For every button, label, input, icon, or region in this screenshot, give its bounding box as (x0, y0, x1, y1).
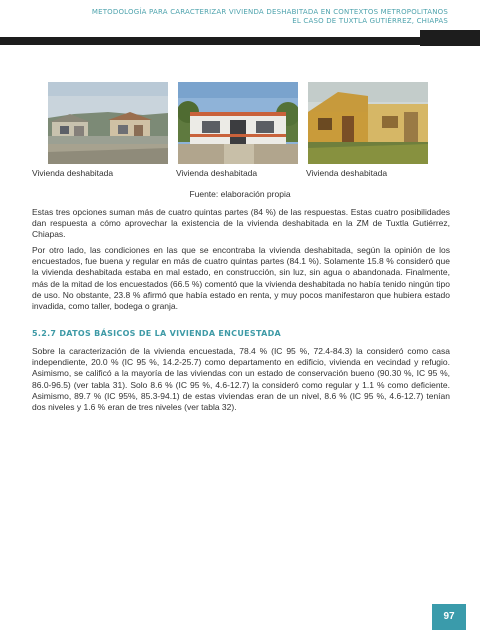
header-bar-tab (420, 30, 480, 46)
header-bar (0, 30, 480, 46)
house-photo-1 (48, 82, 168, 164)
running-header-title: METODOLOGÍA PARA CARACTERIZAR VIVIENDA DESHABITADA EN CONTEXTOS METROPOLITANOS (91, 8, 448, 16)
section-heading: 5.2.7 DATOS BÁSICOS DE LA VIVIENDA ENCUESTADA (32, 329, 282, 338)
photo-strip (48, 82, 432, 164)
paragraph-2: Por otro lado, las condiciones en las que se encontraba la vivienda deshabitada, según la opinión de los encuestados, fue buena y regular en más de cuatro quintas partes (84.1 %). Solamente 15.8 % consideró que la vivienda deshabitada estaba en mal estado, en construcción, sin luz, sin agua o abandonada. Finalmente, más de la mitad de los encuestados (66.5 %) comentó que la vivienda deshabitada no había tenido ningún tipo de uso. No obstante, 23.8 % afirmó que había estado en renta, y muy pocos manifestaron que hubiera estado invadida, como taller, bodega o granja. (32, 245, 450, 312)
figure-captions (32, 168, 452, 180)
caption-photo-3: Vivienda deshabitada (306, 168, 388, 178)
running-header (92, 8, 448, 26)
header-bar-line (0, 37, 474, 45)
house-photo-2 (178, 82, 298, 164)
page-number: 97 (432, 604, 466, 630)
figure-source: Fuente: elaboración propia (189, 189, 291, 199)
house-photo-3 (308, 82, 428, 164)
paragraph-3: Sobre la caracterización de la vivienda encuestada, 78.4 % (IC 95 %, 72.4-84.3) la consideró como casa independiente, 20.0 % (IC 95 %, 14.2-25.7) como departamento en edificio, vivienda en vecindad y refugio. Asimismo, se calificó a la mayoría de las viviendas con un estado de conservación bueno (90.30 %, IC 95 %, 86.0-96.5) (ver tabla 31). Solo 8.6 % (IC 95 %, 4.6-12.7) la consideró como regular y 1.1 % como deficiente. Asimismo, 89.7 % (IC 95%, 85.3-94.1) de estas viviendas eran de un nivel, 8.6 % (IC 95 %, 4.6-12.7) tenían dos niveles y 1.6 % eran de tres niveles (ver tabla 32). (32, 346, 450, 413)
running-header-subtitle: EL CASO DE TUXTLA GUTIÉRREZ, CHIAPAS (292, 17, 448, 25)
caption-photo-2: Vivienda deshabitada (176, 168, 258, 178)
caption-photo-1: Vivienda deshabitada (32, 168, 114, 178)
paragraph-1: Estas tres opciones suman más de cuatro quintas partes (84 %) de las respuestas. Estas cuatro posibilidades dan respuesta a cómo aprovechar la existencia de la vivienda deshabitada en la ZM de Tuxtla Gutiérrez, Chiapas. (32, 207, 450, 240)
